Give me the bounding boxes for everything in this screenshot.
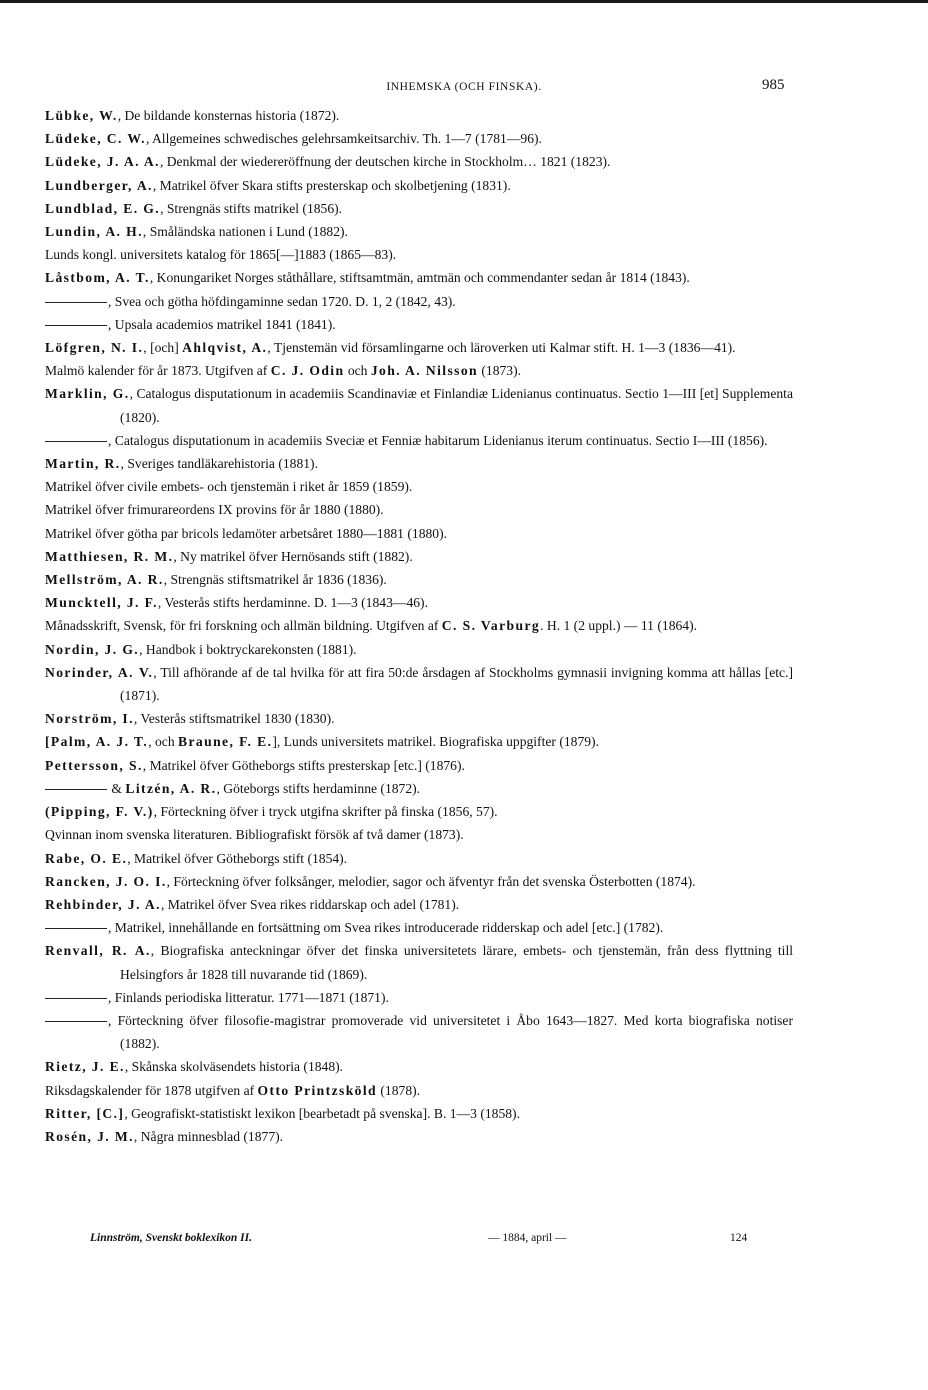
bibliography-entry bbox=[45, 939, 793, 985]
bibliography-entry bbox=[45, 475, 793, 498]
entry-text: , Förteckning öfver i tryck utgifna skrifter på finska (1856, 57). bbox=[153, 804, 498, 820]
entry-author: Mellström, A. R. bbox=[45, 572, 164, 588]
entry-text: Riksdagskalender för 1878 utgifven af bbox=[45, 1082, 258, 1098]
entry-text: , Sveriges tandläkarehistoria (1881). bbox=[120, 456, 318, 472]
entry-author: C. S. Varburg bbox=[441, 618, 541, 634]
entry-author: Rietz, J. E. bbox=[45, 1059, 125, 1075]
entry-text: , Konungariket Norges ståthållare, stiftsamtmän, amtmän och commendanter sedan år 1814 (1843). bbox=[149, 270, 690, 286]
bibliography-entry bbox=[45, 1079, 793, 1102]
entry-text: , Allgemeines schwedisches gelehrsamkeitsarchiv. Th. 1—7 (1781—96). bbox=[145, 131, 542, 147]
entry-text: , Matrikel öfver Svea rikes riddarskap och adel (1781). bbox=[160, 896, 460, 912]
entry-text: , Matrikel öfver Götheborgs stifts presterskap [etc.] (1876). bbox=[142, 757, 465, 773]
bibliography-entry bbox=[45, 707, 793, 730]
bibliography-entry bbox=[45, 847, 793, 870]
bibliography-entry bbox=[45, 591, 793, 614]
entry-author: Martin, R. bbox=[45, 456, 121, 472]
bibliography-entry bbox=[45, 777, 793, 800]
bibliography-entry bbox=[45, 893, 793, 916]
entry-author: Lübke, W. bbox=[45, 108, 118, 123]
page-header bbox=[0, 77, 928, 99]
bibliography-entry bbox=[45, 127, 793, 150]
entry-text: , Geografiskt-statistiskt lexikon [bearbetadt på svenska]. B. 1—3 (1858). bbox=[124, 1105, 520, 1121]
ditto-dash bbox=[45, 325, 107, 326]
entry-author: Norström, I. bbox=[45, 711, 134, 727]
entry-text: , Matrikel öfver Götheborgs stift (1854). bbox=[127, 850, 348, 866]
bibliography-entry bbox=[45, 1009, 793, 1055]
entry-author: Rancken, J. O. I. bbox=[45, 873, 167, 889]
entry-text: , Några minnesblad (1877). bbox=[133, 1128, 284, 1144]
entry-author: (Pipping, F. V.) bbox=[45, 804, 154, 820]
bibliography-list bbox=[45, 104, 793, 1148]
entry-text: Malmö kalender för år 1873. Utgifven af bbox=[45, 363, 271, 379]
bibliography-entry bbox=[45, 870, 793, 893]
entry-text: , Strengnäs stiftsmatrikel år 1836 (1836). bbox=[163, 572, 387, 588]
entry-author: Rehbinder, J. A. bbox=[45, 896, 161, 912]
entry-text: Månadsskrift, Svensk, för fri forskning och allmän bildning. Utgifven af bbox=[45, 618, 442, 634]
entry-text: , Förteckning öfver folksånger, melodier, sagor och äfventyr från det svenska Österbotten (1874). bbox=[166, 873, 696, 889]
bibliography-entry bbox=[45, 359, 793, 382]
entry-author: Marklin, G. bbox=[45, 386, 130, 402]
ditto-dash bbox=[45, 998, 107, 999]
running-title: INHEMSKA (OCH FINSKA). bbox=[386, 81, 542, 93]
bibliography-entry bbox=[45, 104, 793, 127]
entry-text: , Skånska skolväsendets historia (1848). bbox=[124, 1059, 344, 1075]
entry-text: , Catalogus disputationum in academiis Sveciæ et Fenniæ habitarum Lidenianus iterum continuatus. Sectio I—III (1856). bbox=[108, 432, 768, 448]
bibliography-entry bbox=[45, 1102, 793, 1125]
entry-text: Lunds kongl. universitets katalog för 1865[—]1883 (1865—83). bbox=[45, 247, 397, 263]
entry-text: , Ny matrikel öfver Hernösands stift (1882). bbox=[173, 548, 413, 564]
entry-text: , Göteborgs stifts herdaminne (1872). bbox=[216, 780, 421, 796]
entry-author: Lüdeke, C. W. bbox=[45, 131, 146, 147]
bibliography-entry bbox=[45, 220, 793, 243]
footer-source: Linnström, Svenskt boklexikon II. bbox=[90, 1232, 252, 1244]
entry-text: , Catalogus disputationum in academiis Scandinaviæ et Finlandiæ Lidenianus continuatus. Sectio 1—III [et] Supplementa (1820). bbox=[120, 386, 793, 425]
entry-author: Muncktell, J. F. bbox=[45, 595, 158, 611]
ditto-dash bbox=[45, 1021, 107, 1022]
bibliography-entry bbox=[45, 243, 793, 266]
entry-text: , Svea och götha höfdingaminne sedan 1720. D. 1, 2 (1842, 43). bbox=[108, 293, 456, 309]
entry-author: Löfgren, N. I. bbox=[45, 340, 144, 356]
entry-text: , Vesterås stifts herdaminne. D. 1—3 (1843—46). bbox=[157, 595, 428, 611]
entry-text: (1873). bbox=[477, 363, 522, 379]
ditto-dash bbox=[45, 928, 107, 929]
ditto-dash bbox=[45, 789, 107, 790]
footer-date: — 1884, april — bbox=[488, 1232, 567, 1244]
entry-author: Lüdeke, J. A. A. bbox=[45, 154, 160, 170]
entry-text: , och bbox=[148, 734, 179, 750]
entry-text: och bbox=[344, 363, 371, 379]
entry-text: , Tjenstemän vid församlingarne och läroverken uti Kalmar stift. H. 1—3 (1836—41). bbox=[267, 340, 736, 356]
entry-author: C. J. Odin bbox=[270, 363, 345, 379]
entry-text: , Matrikel, innehållande en fortsättning om Svea rikes introducerade ridderskap och adel [etc.] (1782). bbox=[108, 920, 664, 936]
entry-author: Rosén, J. M. bbox=[45, 1128, 134, 1144]
entry-text: , Vesterås stiftsmatrikel 1830 (1830). bbox=[133, 711, 335, 727]
entry-text: Qvinnan inom svenska literaturen. Bibliografiskt försök af två damer (1873). bbox=[45, 827, 464, 843]
bibliography-entry bbox=[45, 916, 793, 939]
bibliography-entry bbox=[45, 545, 793, 568]
bibliography-entry bbox=[45, 638, 793, 661]
entry-text: Matrikel öfver civile embets- och tjenstemän i riket år 1859 (1859). bbox=[45, 479, 413, 495]
bibliography-entry bbox=[45, 522, 793, 545]
entry-author: Ritter, [C.] bbox=[45, 1105, 125, 1121]
footer-signature: 124 bbox=[730, 1232, 748, 1244]
entry-text: , Finlands periodiska litteratur. 1771—1871 (1871). bbox=[108, 989, 389, 1005]
entry-text: , Till afhörande af de tal hvilka för att fira 50:de årsdagen af Stockholms gymnasii invigning komma att hållas [etc.] (1871). bbox=[120, 664, 793, 704]
entry-text: , Denkmal der wiedereröffnung der deutschen kirche in Stockholm… 1821 (1823). bbox=[159, 154, 611, 170]
entry-text: , Strengnäs stifts matrikel (1856). bbox=[160, 200, 343, 216]
entry-text: , Förteckning öfver filosofie-magistrar promoverade vid universitetet i Åbo 1643—1827. Med korta biografiska notiser (1882). bbox=[108, 1012, 793, 1052]
entry-author: Renvall, R. A. bbox=[45, 943, 151, 959]
entry-author: Otto Printzsköld bbox=[257, 1082, 377, 1098]
entry-author: [Palm, A. J. T. bbox=[45, 734, 149, 750]
entry-text: (1878). bbox=[377, 1082, 421, 1098]
entry-author: Lundblad, E. G. bbox=[45, 200, 161, 216]
bibliography-entry bbox=[45, 429, 793, 452]
entry-text: , Småländska nationen i Lund (1882). bbox=[142, 224, 348, 240]
entry-text: Matrikel öfver frimurareordens IX provins för år 1880 (1880). bbox=[45, 502, 384, 518]
entry-author: Låstbom, A. T. bbox=[45, 270, 150, 286]
ditto-dash bbox=[45, 441, 107, 442]
bibliography-entry bbox=[45, 452, 793, 475]
bibliography-entry bbox=[45, 1055, 793, 1078]
entry-text: , [och] bbox=[143, 340, 183, 356]
bibliography-entry bbox=[45, 986, 793, 1009]
entry-author: Pettersson, S. bbox=[45, 757, 143, 773]
entry-author: Ahlqvist, A. bbox=[182, 340, 268, 356]
entry-text: . H. 1 (2 uppl.) — 11 (1864). bbox=[540, 618, 698, 634]
entry-author: Norinder, A. V. bbox=[45, 664, 154, 680]
bibliography-entry bbox=[45, 197, 793, 220]
bibliography-entry bbox=[45, 150, 793, 173]
entry-author: Lundberger, A. bbox=[45, 177, 153, 193]
entry-author: Nordin, J. G. bbox=[45, 641, 140, 657]
entry-text: , Upsala academios matrikel 1841 (1841). bbox=[108, 316, 336, 332]
top-border-line bbox=[0, 0, 928, 3]
ditto-dash bbox=[45, 302, 107, 303]
bibliography-entry bbox=[45, 568, 793, 591]
bibliography-entry bbox=[45, 1125, 793, 1148]
bibliography-entry bbox=[45, 754, 793, 777]
entry-text: ], Lunds universitets matrikel. Biografiska uppgifter (1879). bbox=[272, 734, 599, 750]
bibliography-entry bbox=[45, 823, 793, 846]
entry-text: , Handbok i boktryckarekonsten (1881). bbox=[139, 641, 357, 657]
entry-text: , De bildande konsternas historia (1872). bbox=[117, 108, 340, 123]
bibliography-entry bbox=[45, 174, 793, 197]
entry-text: & bbox=[108, 780, 126, 796]
entry-author: Litzén, A. R. bbox=[125, 780, 217, 796]
bibliography-entry bbox=[45, 800, 793, 823]
entry-author: Rabe, O. E. bbox=[45, 850, 128, 866]
bibliography-entry bbox=[45, 614, 793, 637]
bibliography-entry bbox=[45, 336, 793, 359]
entry-author: Lundin, A. H. bbox=[45, 224, 143, 240]
entry-text: , Matrikel öfver Skara stifts presterskap och skolbetjening (1831). bbox=[152, 177, 511, 193]
bibliography-entry bbox=[45, 498, 793, 521]
bibliography-entry bbox=[45, 290, 793, 313]
bibliography-entry bbox=[45, 266, 793, 289]
bibliography-entry bbox=[45, 730, 793, 753]
bibliography-entry bbox=[45, 313, 793, 336]
page-number: 985 bbox=[762, 77, 785, 93]
bibliography-entry bbox=[45, 382, 793, 428]
entry-text: , Biografiska anteckningar öfver det finska universitetets lärare, embets- och tjenstemän, från dess flyttning till Helsingfors år 1828 till nuvarande tid (1869). bbox=[120, 943, 793, 982]
entry-author: Braune, F. E. bbox=[178, 734, 273, 750]
page-footer bbox=[0, 1232, 928, 1252]
entry-author: Joh. A. Nilsson bbox=[370, 363, 478, 379]
entry-text: Matrikel öfver götha par bricols ledamöter arbetsåret 1880—1881 (1880). bbox=[45, 525, 448, 541]
bibliography-entry bbox=[45, 661, 793, 707]
entry-author: Matthiesen, R. M. bbox=[45, 548, 174, 564]
